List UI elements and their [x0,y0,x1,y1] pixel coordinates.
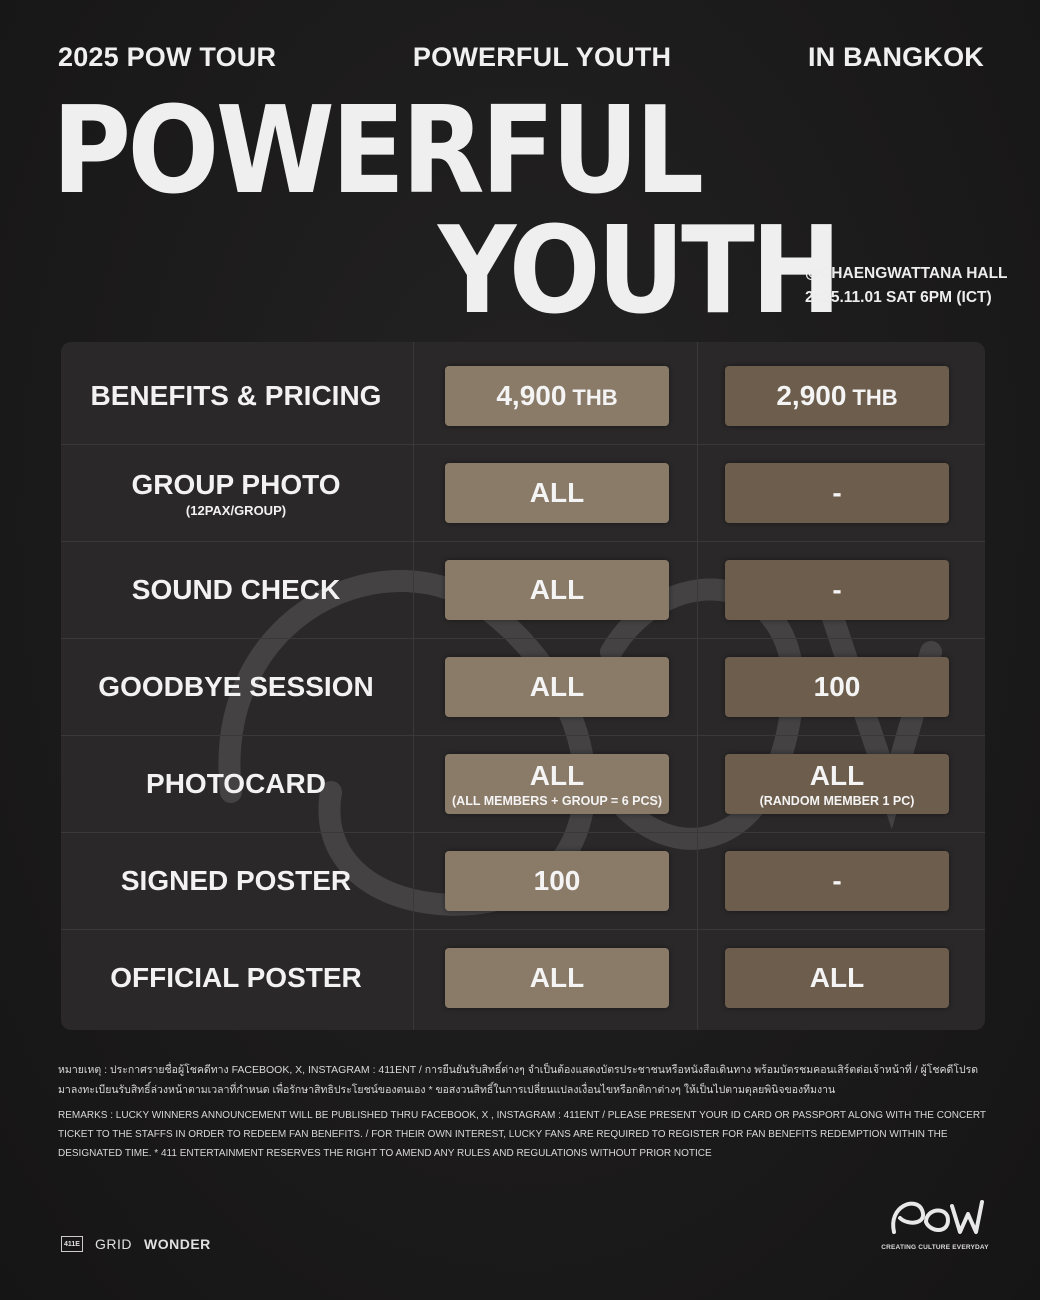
table-header-row [61,348,985,445]
tour-name: 2025 POW TOUR [58,42,277,72]
venue-name: @CHAENGWATTANA HALL [805,265,1008,282]
tour-subtitle: POWERFUL YOUTH [412,42,672,72]
tour-city: IN BANGKOK [807,42,984,72]
benefit-label: GOODBYE SESSION [98,671,374,702]
remarks [58,1060,988,1169]
table-row [61,736,985,833]
remarks-thai: หมายเหตุ : ประกาศรายชื่อผู้โชคดีทาง FACEBOOK, X, INSTAGRAM : 411ENT / การยืนยันรับสิทธิ์ต่างๆ จำเป็นต้องแสดงบัตรประชาชนหรือหนังสือเดินทาง พร้อมบัตรชมคอนเสิร์ตต่อเจ้าหน้าที่ / ผู้โชคดีโปรดมาลงทะเบียนรับสิทธิ์ล่วงหน้าตามเวลาที่กำหนด เพื่อรักษาสิทธิประโยชน์ของตนเอง * ขอสงวนสิทธิ์ในการเปลี่ยนแปลงเงื่อนไขหรือกติกาต่างๆ ให้เป็นไปตามดุลยพินิจของทีมงาน [58,1064,979,1096]
411e-logo: 411E [61,1236,83,1252]
benefit-label: OFFICIAL POSTER [110,962,362,993]
table-row [61,542,985,639]
benefits-table [61,342,985,1030]
sponsor-logos [61,1236,211,1252]
tier1-value: ALL [445,948,669,1008]
title-line-1: POWERFUL [52,82,701,221]
tier1-value: ALL [445,463,669,523]
benefit-label: PHOTOCARD [146,768,326,799]
tour-header [58,42,984,73]
tier2-value: ALL [725,948,949,1008]
title-line-2: YOUTH [438,202,838,341]
table-row [61,639,985,736]
tier2-value: ALL (RANDOM MEMBER 1 PC) [725,754,949,814]
tier1-value: ALL (ALL MEMBERS + GROUP = 6 PCS) [445,754,669,814]
tier-price-4900: 4,900 THB [445,366,669,426]
pow-tagline: CREATING CULTURE EVERYDAY [881,1244,989,1251]
benefit-label: GROUP PHOTO (12PAX/GROUP) [131,468,341,518]
pow-logo-icon [886,1192,986,1242]
table-row [61,930,985,1026]
table-row [61,833,985,930]
tier1-value: 100 [445,851,669,911]
grid-logo: GRID [95,1236,132,1252]
benefit-label: SIGNED POSTER [120,865,352,896]
venue-info [805,262,1008,310]
tier-price-2900: 2,900 THB [725,366,949,426]
tier2-value: - [725,560,949,620]
tier2-value: 100 [725,657,949,717]
benefit-label: SOUND CHECK [131,574,341,605]
tier1-value: ALL [445,657,669,717]
header-label: BENEFITS & PRICING [90,380,382,411]
tier2-value: - [725,463,949,523]
tier2-value: - [725,851,949,911]
tier1-value: ALL [445,560,669,620]
table-row [61,445,985,542]
remarks-english: REMARKS : LUCKY WINNERS ANNOUNCEMENT WILL BE PUBLISHED THRU FACEBOOK, X , INSTAGRAM : 411ENT / PLEASE PRESENT YOUR ID CARD OR PASSPORT ALONG WITH THE CONCERT TICKET TO THE STAFFS IN ORDER TO REDEEM FAN BENEFITS. / FOR THEIR OWN INTEREST, LUCKY FANS ARE REQUIRED TO REGISTER FOR FAN BENEFITS REDEMPTION WITHIN THE DESIGNATED TIME. * 411 ENTERTAINMENT RESERVES THE RIGHT TO AMEND ANY RULES AND REGULATIONS WITHOUT PRIOR NOTICE [58,1110,986,1159]
event-datetime: 2025.11.01 SAT 6PM (ICT) [805,289,992,306]
wonder-logo: WONDER [144,1236,211,1252]
